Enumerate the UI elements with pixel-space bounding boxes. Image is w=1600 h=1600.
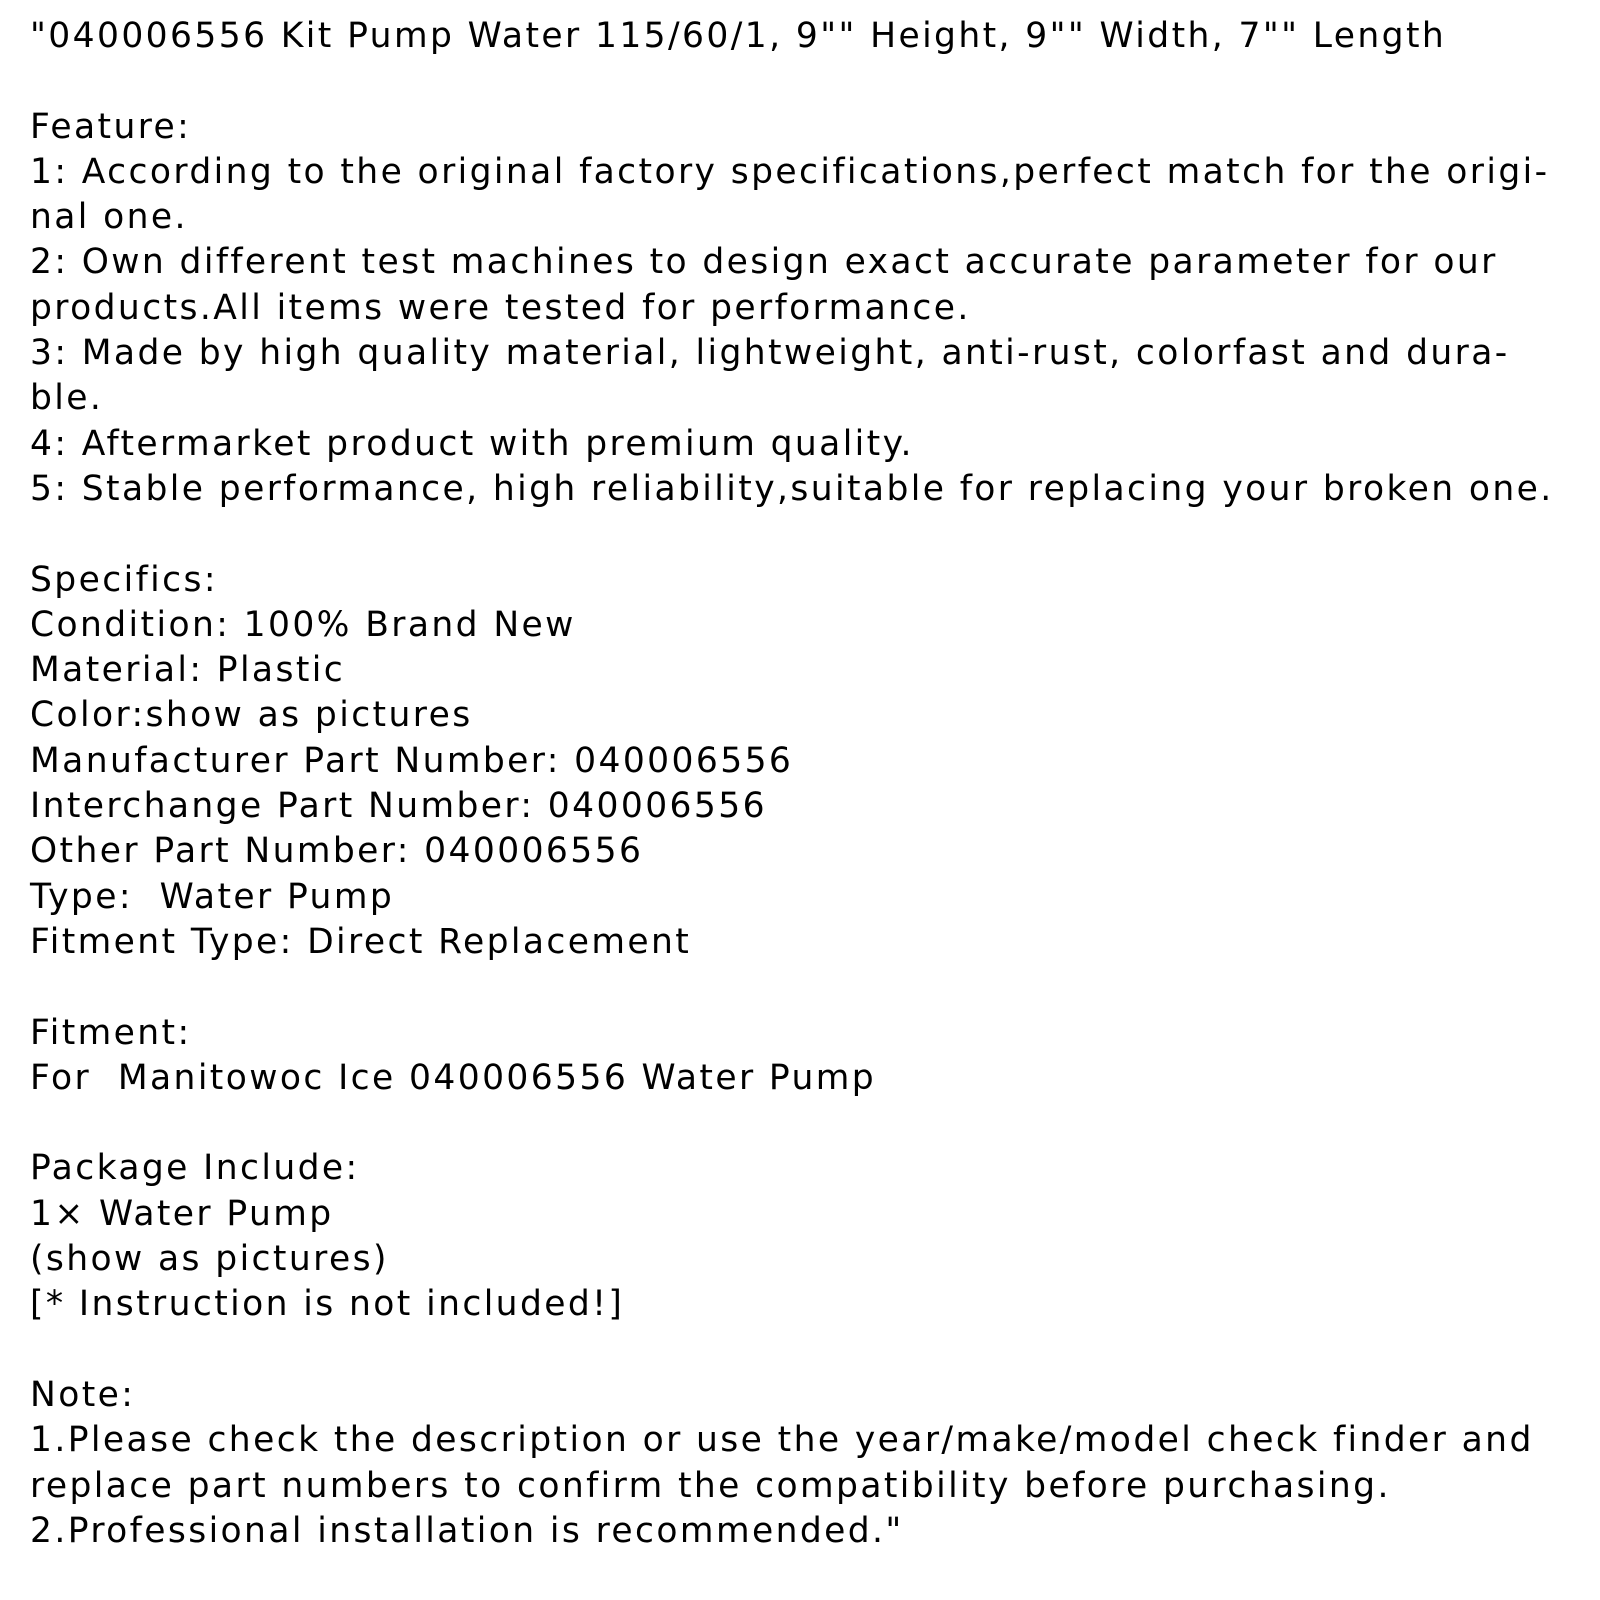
note-heading: Note: xyxy=(30,1374,136,1415)
specifics-heading: Specifics: xyxy=(30,559,218,600)
product-description xyxy=(30,14,1585,1554)
feature-line: nal one. xyxy=(30,197,188,238)
specifics-line: Fitment Type: Direct Replacement xyxy=(30,921,692,962)
feature-line: products.All items were tested for performance. xyxy=(30,287,971,328)
feature-line: 1: According to the original factory specifications,perfect match for the origi- xyxy=(30,151,1550,192)
spacer xyxy=(30,1328,1585,1373)
spacer xyxy=(30,59,1585,104)
feature-line: 3: Made by high quality material, lightweight, anti-rust, colorfast and dura- xyxy=(30,333,1510,374)
package-line: [* Instruction is not included!] xyxy=(30,1284,625,1325)
feature-section xyxy=(30,105,1585,513)
feature-line: ble. xyxy=(30,378,104,419)
specifics-line: Interchange Part Number: 040006556 xyxy=(30,786,767,827)
package-section xyxy=(30,1146,1585,1327)
package-heading: Package Include: xyxy=(30,1148,360,1189)
specifics-line: Color:show as pictures xyxy=(30,695,473,736)
specifics-line: Condition: 100% Brand New xyxy=(30,604,576,645)
spacer xyxy=(30,512,1585,557)
fitment-section xyxy=(30,1011,1585,1102)
package-line: (show as pictures) xyxy=(30,1239,389,1280)
feature-line: 4: Aftermarket product with premium quality. xyxy=(30,423,914,464)
spacer xyxy=(30,1101,1585,1146)
note-line: 2.Professional installation is recommended." xyxy=(30,1510,904,1551)
specifics-line: Other Part Number: 040006556 xyxy=(30,831,644,872)
specifics-section xyxy=(30,558,1585,966)
note-line: 1.Please check the description or use the year/make/model check finder and xyxy=(30,1420,1534,1461)
document-title: "040006556 Kit Pump Water 115/60/1, 9"" Height, 9"" Width, 7"" Length xyxy=(30,16,1447,56)
specifics-line: Manufacturer Part Number: 040006556 xyxy=(30,740,794,781)
feature-line: 5: Stable performance, high reliability,suitable for replacing your broken one. xyxy=(30,468,1554,509)
package-line: 1× Water Pump xyxy=(30,1193,334,1234)
specifics-line: Material: Plastic xyxy=(30,650,346,691)
fitment-line: For Manitowoc Ice 040006556 Water Pump xyxy=(30,1057,877,1098)
specifics-line: Type: Water Pump xyxy=(30,876,395,917)
feature-heading: Feature: xyxy=(30,106,192,147)
note-line: replace part numbers to confirm the compatibility before purchasing. xyxy=(30,1465,1391,1506)
note-section xyxy=(30,1373,1585,1554)
spacer xyxy=(30,965,1585,1010)
feature-line: 2: Own different test machines to design exact accurate parameter for our xyxy=(30,242,1498,283)
fitment-heading: Fitment: xyxy=(30,1012,192,1053)
